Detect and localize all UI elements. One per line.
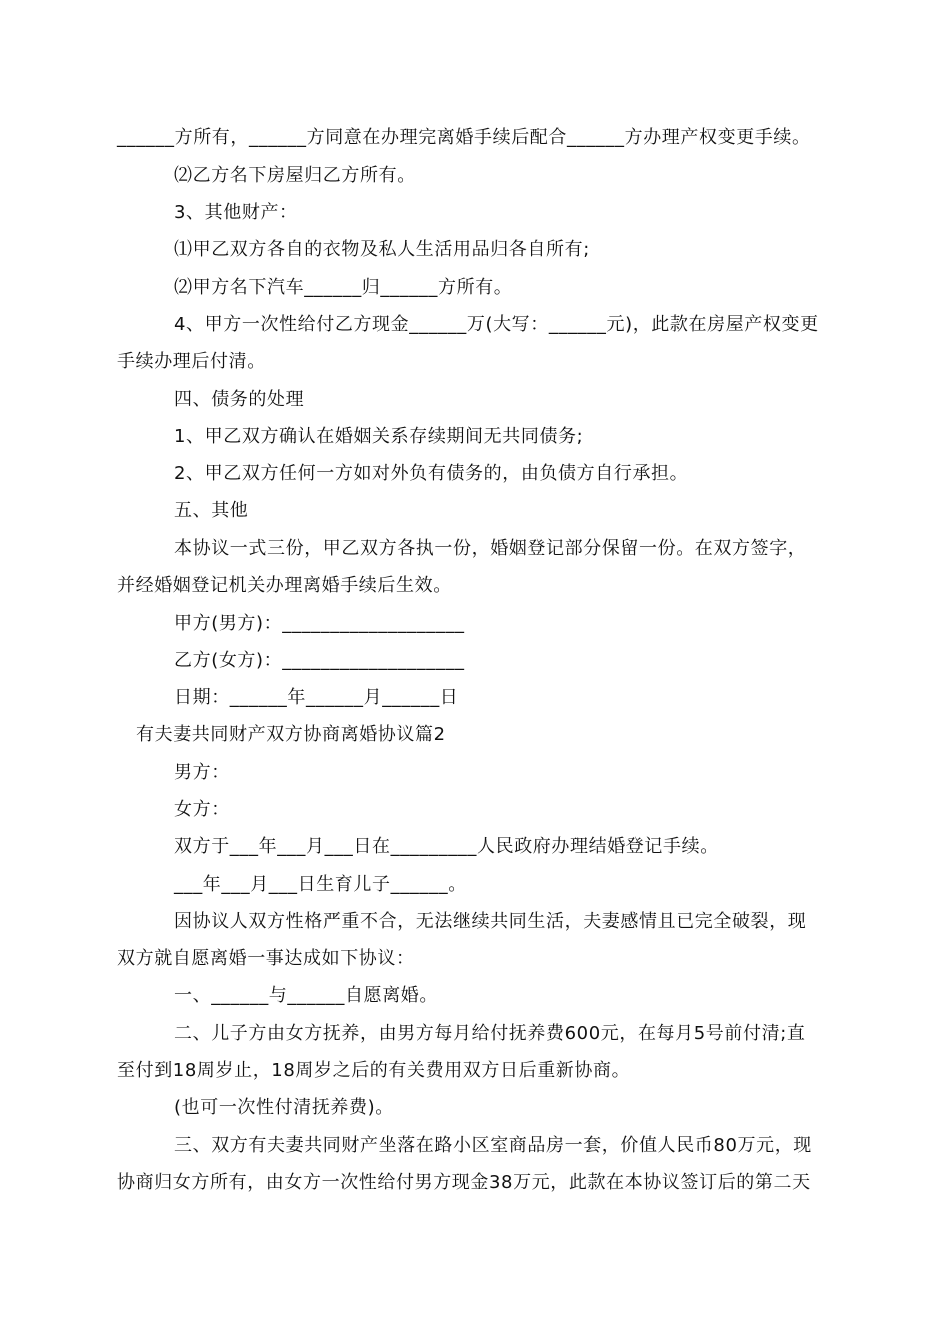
- text-line: 并经婚姻登记机关办理离婚手续后生效。: [117, 575, 452, 596]
- text-line: 因协议人双方性格严重不合，无法继续共同生活，夫妻感情且已完全破裂，现: [174, 911, 807, 932]
- text-line: 4、甲方一次性给付乙方现金______万(大写：______元)，此款在房屋产权变更: [174, 314, 819, 335]
- text-line: ______方所有，______方同意在办理完离婚手续后配合______方办理产权变更手续。: [117, 127, 811, 148]
- text-line: ⑵甲方名下汽车______归______方所有。: [174, 277, 513, 298]
- signature-line-party-b: 乙方(女方)：___________________: [174, 650, 465, 671]
- text-line: ⑴甲乙双方各自的衣物及私人生活用品归各自所有;: [174, 239, 590, 260]
- text-line: 双方于___年___月___日在_________人民政府办理结婚登记手续。: [174, 836, 719, 857]
- text-line: 2、甲乙双方任何一方如对外负有债务的，由负债方自行承担。: [174, 463, 689, 484]
- signature-line-party-a: 甲方(男方)：___________________: [174, 613, 465, 634]
- section-heading: 四、债务的处理: [174, 389, 305, 410]
- text-line: ⑵乙方名下房屋归乙方所有。: [174, 165, 416, 186]
- text-line: 本协议一式三份，甲乙双方各执一份，婚姻登记部分保留一份。在双方签字，: [174, 538, 807, 559]
- text-line: 三、双方有夫妻共同财产坐落在路小区室商品房一套，价值人民币80万元，现: [174, 1135, 812, 1156]
- text-line: 手续办理后付清。: [117, 351, 266, 372]
- text-line: 女方：: [174, 799, 230, 820]
- text-line: ___年___月___日生育儿子______。: [174, 874, 467, 895]
- text-line: 双方就自愿离婚一事达成如下协议：: [117, 948, 415, 969]
- date-line: 日期：______年______月______日: [174, 687, 459, 708]
- section-heading: 五、其他: [174, 500, 249, 521]
- text-line: 男方：: [174, 762, 230, 783]
- text-line: 协商归女方所有，由女方一次性给付男方现金38万元，此款在本协议签订后的第二天: [117, 1172, 811, 1193]
- text-line: 一、______与______自愿离婚。: [174, 985, 438, 1006]
- text-line: 至付到18周岁止，18周岁之后的有关费用双方日后重新协商。: [117, 1060, 631, 1081]
- text-line: 二、儿子方由女方抚养，由男方每月给付抚养费600元，在每月5号前付清;直: [174, 1023, 806, 1044]
- text-line: 3、其他财产：: [174, 202, 298, 223]
- text-line: 1、甲乙双方确认在婚姻关系存续期间无共同债务;: [174, 426, 584, 447]
- document-subtitle: 有夫妻共同财产双方协商离婚协议篇2: [136, 724, 446, 745]
- text-line: (也可一次性付清抚养费)。: [174, 1097, 394, 1118]
